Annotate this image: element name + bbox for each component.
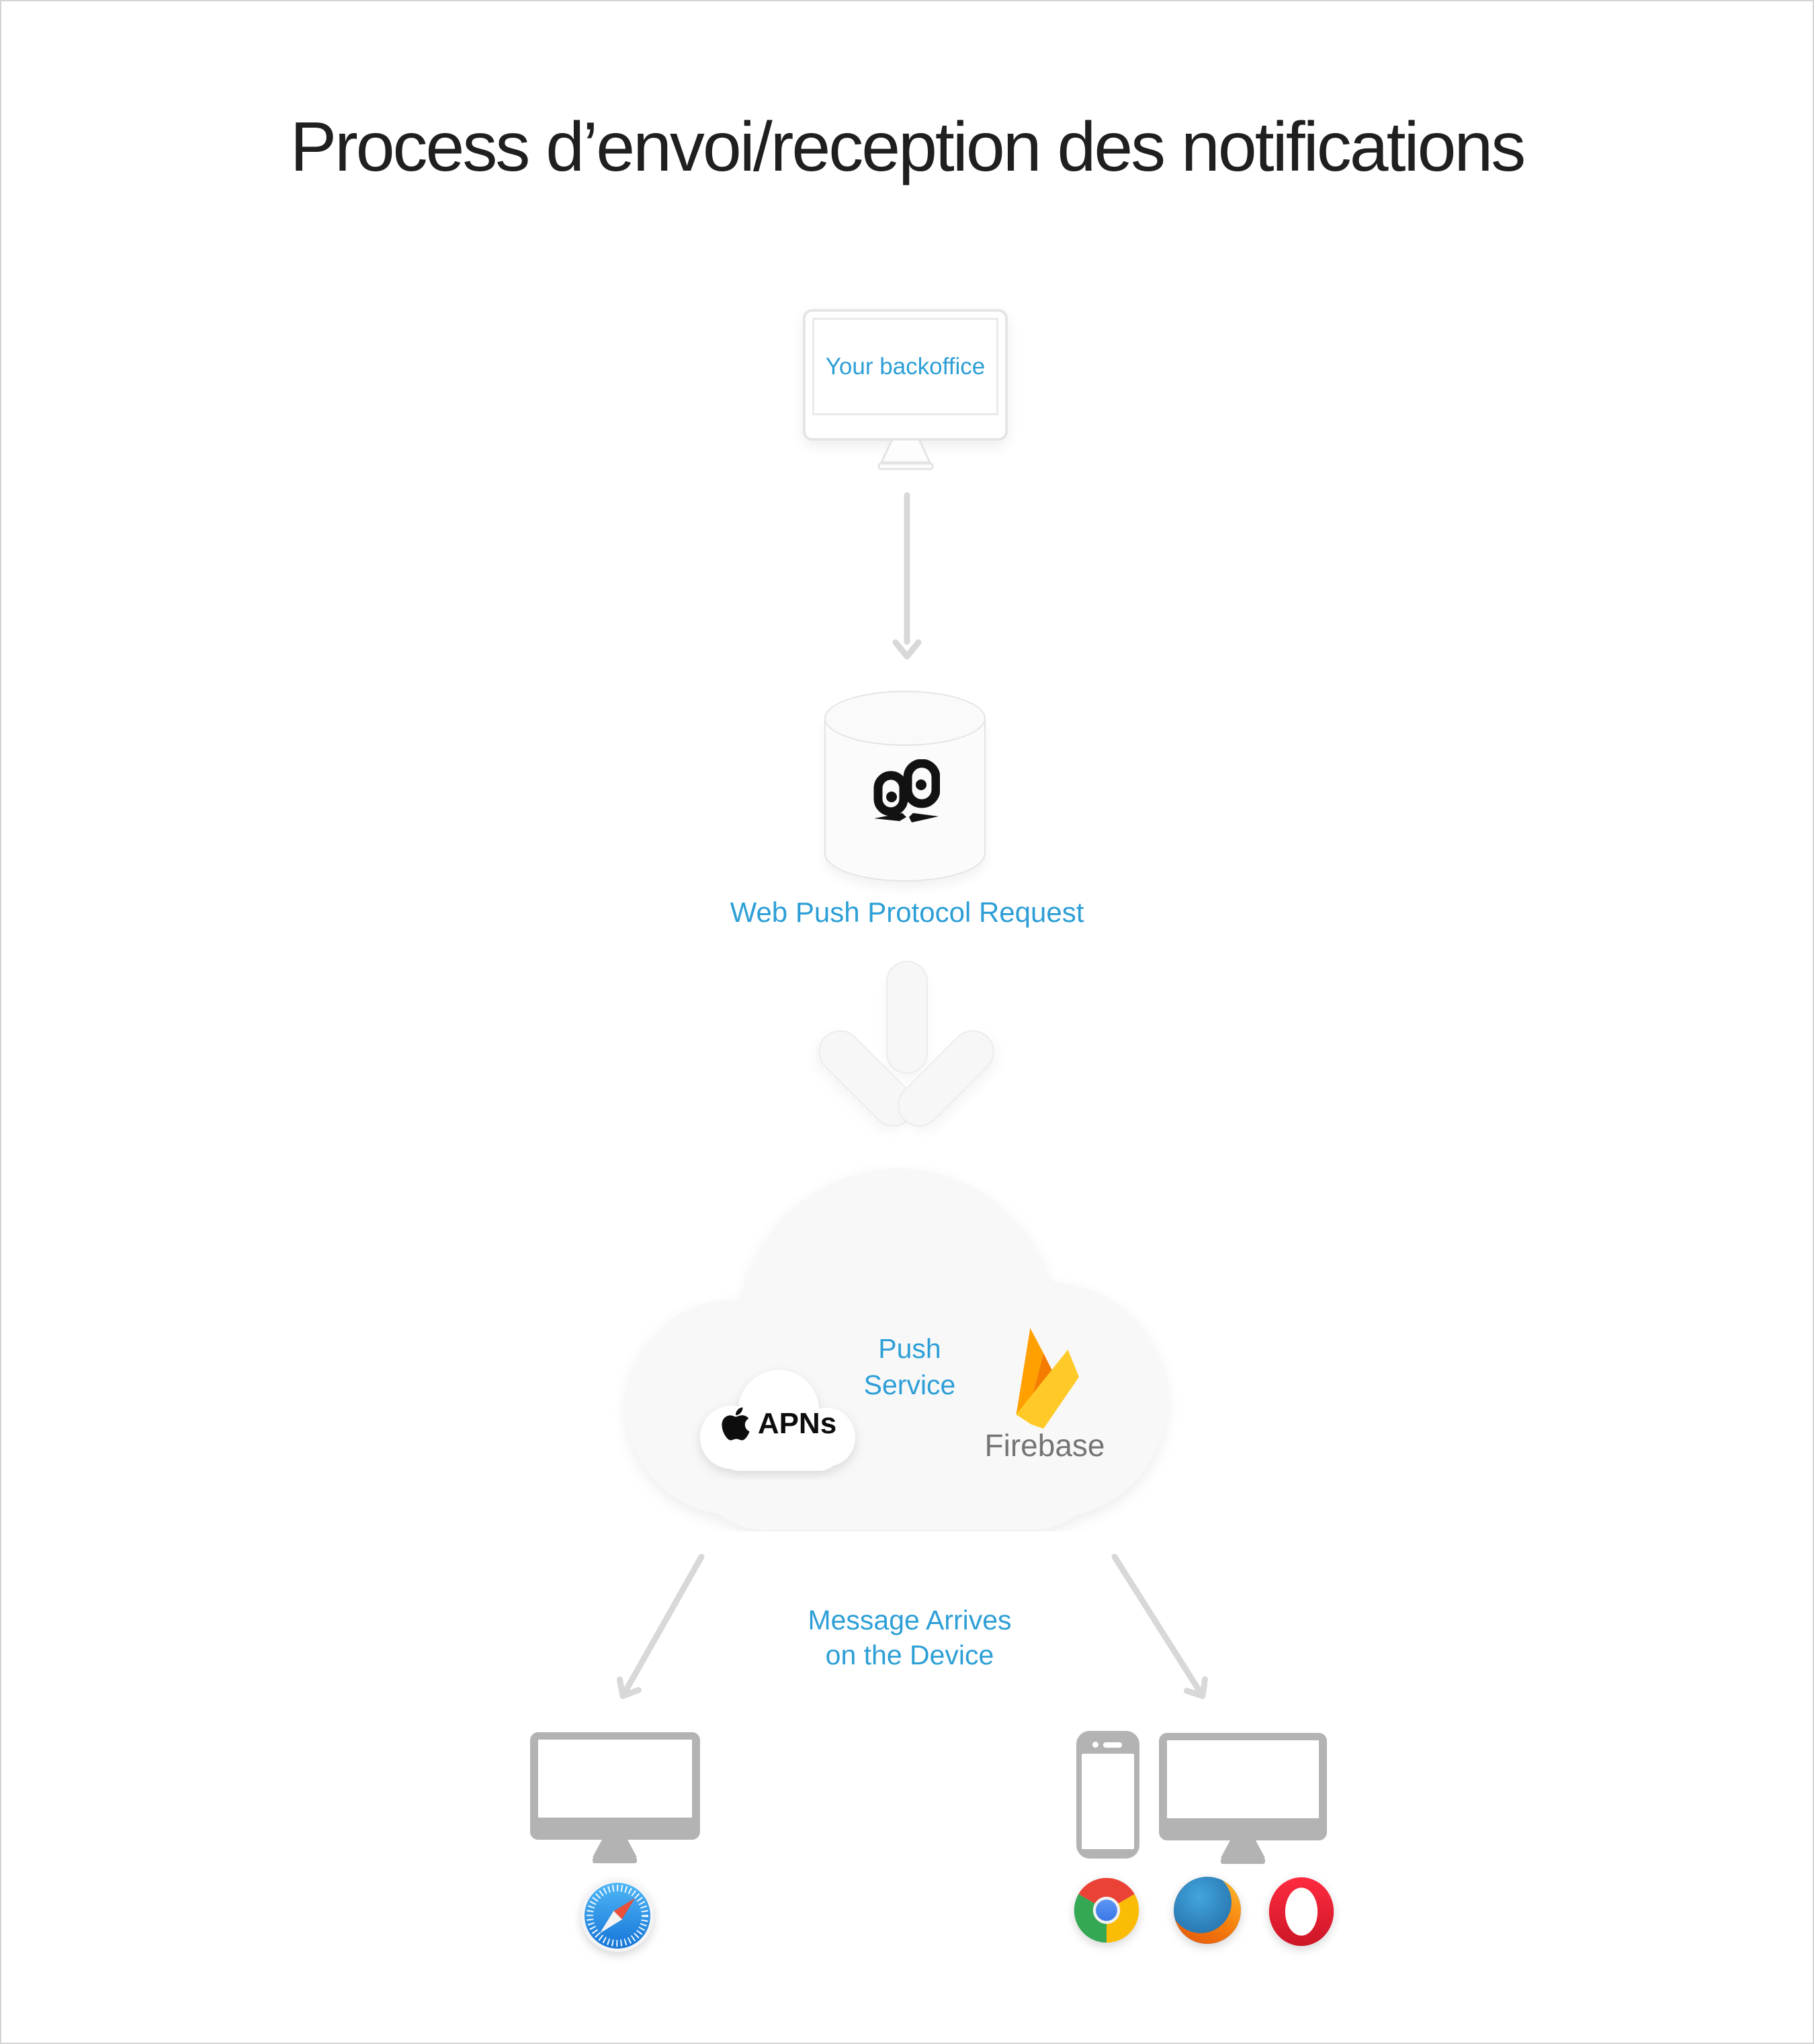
arrow-diagonal-right-icon	[1096, 1540, 1231, 1715]
backoffice-monitor-stand-icon	[852, 439, 959, 472]
desktop-screen-right	[1167, 1740, 1319, 1818]
big-arrow-stem	[886, 961, 928, 1074]
apple-logo-icon	[722, 1405, 750, 1443]
arrow-diagonal-left-icon	[593, 1540, 727, 1715]
push-service-line1: Push	[878, 1333, 941, 1364]
apns-badge	[697, 1404, 861, 1443]
chrome-icon	[1071, 1875, 1142, 1946]
backoffice-monitor-icon	[803, 309, 1008, 441]
phone-screen	[1082, 1754, 1134, 1849]
desktop-icon-left	[530, 1732, 700, 1840]
message-arrives-label	[775, 1603, 1044, 1673]
database-top	[824, 691, 986, 746]
phone-camera-dot	[1092, 1742, 1098, 1748]
web-push-protocol-label: Web Push Protocol Request	[730, 896, 1084, 928]
safari-icon	[580, 1879, 654, 1953]
firebase-logo-icon	[998, 1324, 1086, 1435]
desktop-stand-left	[578, 1838, 652, 1865]
database-icon	[824, 691, 986, 882]
phone-icon	[1076, 1731, 1139, 1859]
message-line1: Message Arrives	[808, 1605, 1012, 1635]
page-title: Process d’envoi/reception des notifications	[290, 108, 1524, 186]
firebase-label: Firebase	[984, 1428, 1105, 1463]
phone-speaker-slit	[1103, 1742, 1122, 1748]
desktop-screen-left	[538, 1740, 692, 1818]
wonderpush-logo-icon	[873, 759, 940, 826]
backoffice-label: Your backoffice	[825, 353, 986, 380]
desktop-stand-right	[1206, 1839, 1280, 1866]
arrow-down-icon	[875, 488, 939, 665]
apns-label: APNs	[757, 1407, 837, 1440]
message-line2: on the Device	[825, 1640, 994, 1671]
opera-icon	[1266, 1875, 1337, 1949]
firefox-icon	[1170, 1873, 1244, 1947]
backoffice-screen	[812, 318, 998, 415]
push-service-line2: Service	[863, 1369, 956, 1401]
desktop-icon-right	[1159, 1733, 1327, 1840]
